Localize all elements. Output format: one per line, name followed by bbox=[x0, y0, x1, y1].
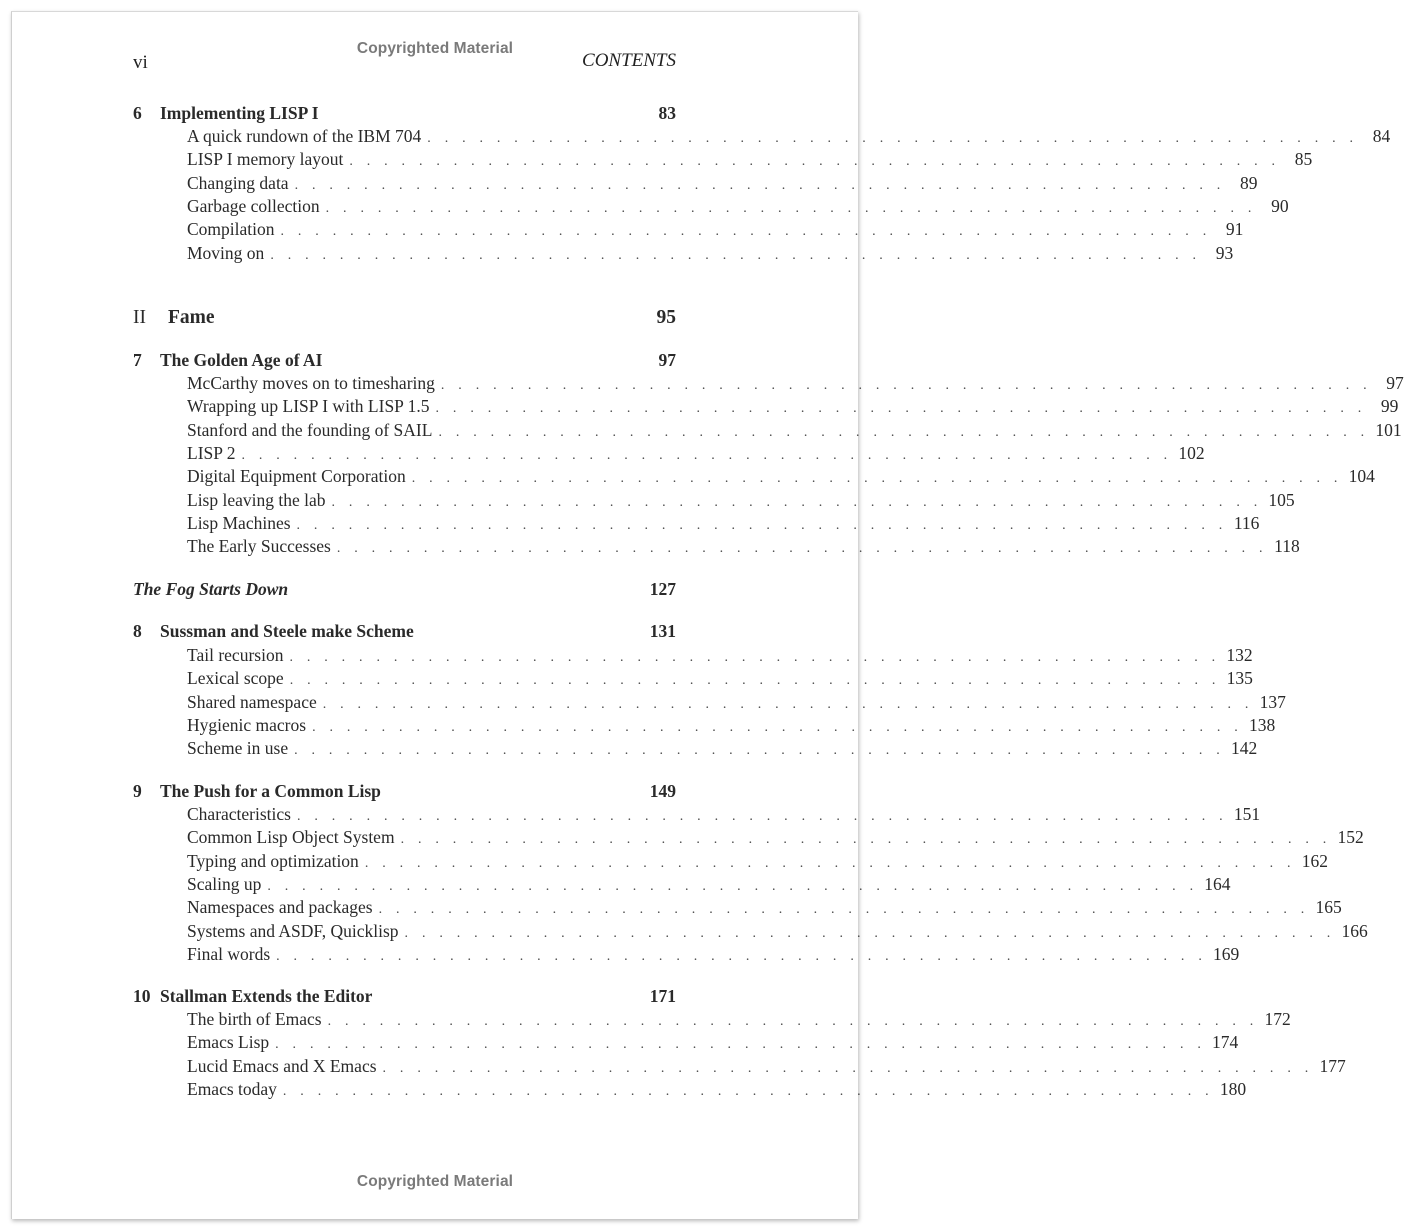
section-page-number: 84 bbox=[1372, 126, 1391, 146]
section-title: The Early Successes bbox=[187, 536, 331, 557]
section-page-number: 85 bbox=[1294, 149, 1313, 170]
chapter-page-number: 83 bbox=[658, 103, 676, 123]
section-title: Stanford and the founding of SAIL bbox=[187, 419, 433, 440]
toc-section-row[interactable] bbox=[160, 714, 1276, 737]
dot-leader: . . . . . . . . . . . . . . . . . . . . . . . . . . . . . . . . . . . . . . . . . . . . . . . . . . . . . . bbox=[378, 902, 1310, 918]
section-title: Common Lisp Object System bbox=[187, 827, 395, 848]
copyright-watermark-bottom: Copyrighted Material bbox=[356, 1173, 514, 1190]
chapter-number: 7 bbox=[133, 350, 142, 370]
chapter-title: Stallman Extends the Editor bbox=[160, 986, 373, 1006]
section-page-number: 174 bbox=[1212, 1032, 1239, 1053]
section-page-number: 135 bbox=[1226, 668, 1253, 689]
dot-leader: . . . . . . . . . . . . . . . . . . . . . . . . . . . . . . . . . . . . . . . . . . . . . . . . . . . . . . bbox=[322, 696, 1254, 712]
page-number-folio: vi bbox=[133, 52, 148, 73]
toc-section-row[interactable] bbox=[160, 1078, 1247, 1101]
section-page-number: 102 bbox=[1178, 442, 1205, 463]
section-page-number: 91 bbox=[1225, 219, 1244, 240]
dot-leader: . . . . . . . . . . . . . . . . . . . . . . . . . . . . . . . . . . . . . . . . . . . . . . . . . . . . . . bbox=[438, 424, 1370, 440]
toc-section-row[interactable] bbox=[160, 691, 1286, 714]
part-number: II bbox=[133, 307, 146, 328]
section-title: Final words bbox=[187, 943, 271, 964]
section-title: Emacs Lisp bbox=[187, 1032, 270, 1053]
toc-section-row[interactable] bbox=[160, 395, 1399, 418]
section-title: Shared namespace bbox=[187, 691, 317, 712]
section-page-number: 97 bbox=[1386, 373, 1404, 393]
section-page-number: 104 bbox=[1348, 466, 1375, 487]
section-title: Lucid Emacs and X Emacs bbox=[187, 1055, 377, 1076]
toc-section-row[interactable] bbox=[160, 372, 1404, 395]
part-page-number: 95 bbox=[656, 307, 676, 328]
dot-leader: . . . . . . . . . . . . . . . . . . . . . . . . . . . . . . . . . . . . . . . . . . . . . . . . . . . . . . bbox=[440, 378, 1372, 393]
toc-section-row[interactable] bbox=[160, 535, 1300, 558]
dot-leader: . . . . . . . . . . . . . . . . . . . . . . . . . . . . . . . . . . . . . . . . . . . . . . . . . . . . . . bbox=[382, 1060, 1314, 1076]
dot-leader: . . . . . . . . . . . . . . . . . . . . . . . . . . . . . . . . . . . . . . . . . . . . . . . . . . . . . . bbox=[364, 855, 1296, 871]
dot-leader: . . . . . . . . . . . . . . . . . . . . . . . . . . . . . . . . . . . . . . . . . . . . . . . . . . . . . . bbox=[267, 878, 1199, 894]
dot-leader: . . . . . . . . . . . . . . . . . . . . . . . . . . . . . . . . . . . . . . . . . . . . . . . . . . . . . . bbox=[331, 494, 1263, 510]
section-title: Lexical scope bbox=[187, 668, 284, 689]
toc-section-row[interactable] bbox=[160, 873, 1231, 896]
section-title: A quick rundown of the IBM 704 bbox=[187, 126, 422, 146]
toc-section-row[interactable] bbox=[160, 850, 1328, 873]
interlude-page-number: 127 bbox=[649, 579, 676, 599]
dot-leader: . . . . . . . . . . . . . . . . . . . . . . . . . . . . . . . . . . . . . . . . . . . . . . . . . . . . . . bbox=[411, 471, 1343, 487]
dot-leader: . . . . . . . . . . . . . . . . . . . . . . . . . . . . . . . . . . . . . . . . . . . . . . . . . . . . . . bbox=[435, 401, 1367, 417]
toc-interlude-row[interactable] bbox=[133, 578, 676, 601]
dot-leader: . . . . . . . . . . . . . . . . . . . . . . . . . . . . . . . . . . . . . . . . . . . . . . . . . . . . . . bbox=[280, 224, 1212, 240]
dot-leader: . . . . . . . . . . . . . . . . . . . . . . . . . . . . . . . . . . . . . . . . . . . . . . . . . . . . . . bbox=[404, 925, 1336, 941]
toc-section-row[interactable] bbox=[160, 195, 1289, 218]
dot-leader: . . . . . . . . . . . . . . . . . . . . . . . . . . . . . . . . . . . . . . . . . . . . . . . . . . . . . . bbox=[294, 177, 1226, 193]
toc-chapter-row[interactable] bbox=[133, 985, 676, 1008]
dot-leader: . . . . . . . . . . . . . . . . . . . . . . . . . . . . . . . . . . . . . . . . . . . . . . . . . . . . . . bbox=[400, 832, 1332, 848]
section-page-number: 105 bbox=[1268, 489, 1295, 510]
dot-leader: . . . . . . . . . . . . . . . . . . . . . . . . . . . . . . . . . . . . . . . . . . . . . . . . . . . . . . bbox=[325, 200, 1257, 216]
toc-section-row[interactable] bbox=[160, 737, 1258, 760]
section-page-number: 93 bbox=[1215, 242, 1234, 263]
section-page-number: 89 bbox=[1239, 172, 1258, 193]
chapter-page-number: 97 bbox=[658, 350, 676, 370]
section-title: Characteristics bbox=[187, 804, 291, 824]
toc-section-row[interactable] bbox=[160, 896, 1342, 919]
toc-section-row[interactable] bbox=[160, 172, 1258, 195]
section-title: Compilation bbox=[187, 219, 275, 240]
section-title: Changing data bbox=[187, 172, 289, 193]
dot-leader: . . . . . . . . . . . . . . . . . . . . . . . . . . . . . . . . . . . . . . . . . . . . . . . . . . . . . . bbox=[270, 247, 1202, 263]
toc-section-row[interactable] bbox=[160, 489, 1295, 512]
section-title: Lisp Machines bbox=[187, 512, 291, 533]
running-head: CONTENTS bbox=[582, 50, 676, 71]
toc-section-row[interactable] bbox=[160, 920, 1368, 943]
toc-chapter-row[interactable] bbox=[133, 620, 676, 643]
section-title: Hygienic macros bbox=[187, 714, 307, 735]
dot-leader: . . . . . . . . . . . . . . . . . . . . . . . . . . . . . . . . . . . . . . . . . . . . . . . . . . . . . . bbox=[296, 517, 1228, 533]
section-page-number: 177 bbox=[1319, 1055, 1346, 1076]
section-page-number: 162 bbox=[1301, 850, 1328, 871]
chapter-title: The Golden Age of AI bbox=[160, 350, 323, 370]
dot-leader: . . . . . . . . . . . . . . . . . . . . . . . . . . . . . . . . . . . . . . . . . . . . . . . . . . . . . . bbox=[312, 719, 1243, 735]
section-page-number: 118 bbox=[1274, 536, 1300, 557]
toc-part-row[interactable] bbox=[133, 306, 676, 329]
chapter-page-number: 149 bbox=[649, 781, 676, 801]
toc-section-row[interactable] bbox=[160, 644, 1253, 667]
chapter-number: 8 bbox=[133, 621, 142, 641]
toc-section-row[interactable] bbox=[160, 803, 1261, 826]
toc-chapter-row[interactable] bbox=[133, 780, 676, 803]
chapter-number: 10 bbox=[133, 986, 151, 1006]
toc-section-row[interactable] bbox=[160, 826, 1364, 849]
section-page-number: 166 bbox=[1341, 920, 1368, 941]
toc-section-row[interactable] bbox=[160, 419, 1402, 442]
section-page-number: 164 bbox=[1204, 873, 1231, 894]
toc-section-row[interactable] bbox=[160, 242, 1234, 265]
dot-leader: . . . . . . . . . . . . . . . . . . . . . . . . . . . . . . . . . . . . . . . . . . . . . . . . . . . . . . bbox=[327, 1014, 1259, 1029]
section-title: Namespaces and packages bbox=[187, 897, 373, 918]
dot-leader: . . . . . . . . . . . . . . . . . . . . . . . . . . . . . . . . . . . . . . . . . . . . . . . . . . . . . . bbox=[241, 447, 1173, 463]
dot-leader: . . . . . . . . . . . . . . . . . . . . . . . . . . . . . . . . . . . . . . . . . . . . . . . . . . . . . . bbox=[289, 650, 1221, 665]
toc-chapter-row[interactable] bbox=[133, 102, 676, 125]
section-page-number: 101 bbox=[1375, 419, 1402, 440]
section-title: LISP I memory layout bbox=[187, 149, 344, 170]
section-page-number: 90 bbox=[1271, 195, 1289, 216]
toc-section-row[interactable] bbox=[160, 218, 1244, 241]
chapter-title: The Push for a Common Lisp bbox=[160, 781, 381, 801]
section-page-number: 172 bbox=[1264, 1009, 1291, 1029]
toc-section-row[interactable] bbox=[160, 512, 1260, 535]
section-title: Emacs today bbox=[187, 1078, 277, 1099]
chapter-page-number: 171 bbox=[649, 986, 676, 1006]
section-page-number: 116 bbox=[1233, 512, 1260, 533]
section-title: Garbage collection bbox=[187, 195, 320, 216]
toc-section-row[interactable] bbox=[160, 1008, 1291, 1031]
section-page-number: 169 bbox=[1213, 943, 1240, 964]
dot-leader: . . . . . . . . . . . . . . . . . . . . . . . . . . . . . . . . . . . . . . . . . . . . . . . . . . . . . . bbox=[336, 541, 1268, 557]
toc-section-row[interactable] bbox=[160, 442, 1205, 465]
section-title: Typing and optimization bbox=[187, 850, 359, 871]
toc-section-row[interactable] bbox=[160, 667, 1253, 690]
toc-section-row[interactable] bbox=[160, 1031, 1239, 1054]
section-title: Wrapping up LISP I with LISP 1.5 bbox=[187, 396, 430, 417]
copyright-watermark-top: Copyrighted Material bbox=[356, 40, 514, 57]
toc-section-row[interactable] bbox=[160, 1055, 1346, 1078]
section-title: Lisp leaving the lab bbox=[187, 489, 326, 510]
section-title: McCarthy moves on to timesharing bbox=[187, 373, 435, 393]
section-page-number: 152 bbox=[1337, 827, 1364, 848]
dot-leader: . . . . . . . . . . . . . . . . . . . . . . . . . . . . . . . . . . . . . . . . . . . . . . . . . . . . . . bbox=[294, 743, 1225, 759]
dot-leader: . . . . . . . . . . . . . . . . . . . . . . . . . . . . . . . . . . . . . . . . . . . . . . . . . . . . . . bbox=[289, 673, 1221, 689]
section-page-number: 132 bbox=[1226, 645, 1253, 665]
toc-section-row[interactable] bbox=[160, 465, 1375, 488]
toc-section-row[interactable] bbox=[160, 148, 1313, 171]
chapter-number: 9 bbox=[133, 781, 142, 801]
dot-leader: . . . . . . . . . . . . . . . . . . . . . . . . . . . . . . . . . . . . . . . . . . . . . . . . . . . . . . bbox=[276, 948, 1208, 964]
dot-leader: . . . . . . . . . . . . . . . . . . . . . . . . . . . . . . . . . . . . . . . . . . . . . . . . . . . . . . bbox=[275, 1037, 1207, 1053]
section-page-number: 165 bbox=[1315, 897, 1342, 918]
dot-leader: . . . . . . . . . . . . . . . . . . . . . . . . . . . . . . . . . . . . . . . . . . . . . . . . . . . . . . bbox=[282, 1083, 1214, 1099]
section-title: The birth of Emacs bbox=[187, 1009, 322, 1029]
dot-leader: . . . . . . . . . . . . . . . . . . . . . . . . . . . . . . . . . . . . . . . . . . . . . . . . . . . . . . bbox=[296, 809, 1228, 824]
section-title: Moving on bbox=[187, 242, 265, 263]
section-title: LISP 2 bbox=[187, 442, 236, 463]
section-page-number: 142 bbox=[1231, 738, 1258, 759]
toc-section-row[interactable] bbox=[160, 943, 1240, 966]
dot-leader: . . . . . . . . . . . . . . . . . . . . . . . . . . . . . . . . . . . . . . . . . . . . . . . . . . . . . . bbox=[427, 131, 1359, 146]
part-title: Fame bbox=[168, 307, 215, 328]
chapter-page-number: 131 bbox=[649, 621, 676, 641]
section-page-number: 151 bbox=[1233, 804, 1261, 824]
dot-leader: . . . . . . . . . . . . . . . . . . . . . . . . . . . . . . . . . . . . . . . . . . . . . . . . . . . . . . bbox=[349, 154, 1281, 170]
section-page-number: 138 bbox=[1248, 714, 1276, 735]
toc-chapter-row[interactable] bbox=[133, 349, 676, 372]
section-title: Systems and ASDF, Quicklisp bbox=[187, 920, 399, 941]
section-page-number: 99 bbox=[1380, 396, 1399, 417]
toc-section-row[interactable] bbox=[160, 125, 1391, 148]
section-page-number: 180 bbox=[1219, 1078, 1247, 1099]
section-title: Tail recursion bbox=[187, 645, 284, 665]
section-title: Scaling up bbox=[187, 873, 262, 894]
section-title: Scheme in use bbox=[187, 738, 289, 759]
chapter-title: Implementing LISP I bbox=[160, 103, 319, 123]
chapter-title: Sussman and Steele make Scheme bbox=[160, 621, 414, 641]
section-page-number: 137 bbox=[1259, 691, 1286, 712]
section-title: Digital Equipment Corporation bbox=[187, 466, 406, 487]
interlude-title: The Fog Starts Down bbox=[133, 579, 289, 599]
chapter-number: 6 bbox=[133, 103, 142, 123]
